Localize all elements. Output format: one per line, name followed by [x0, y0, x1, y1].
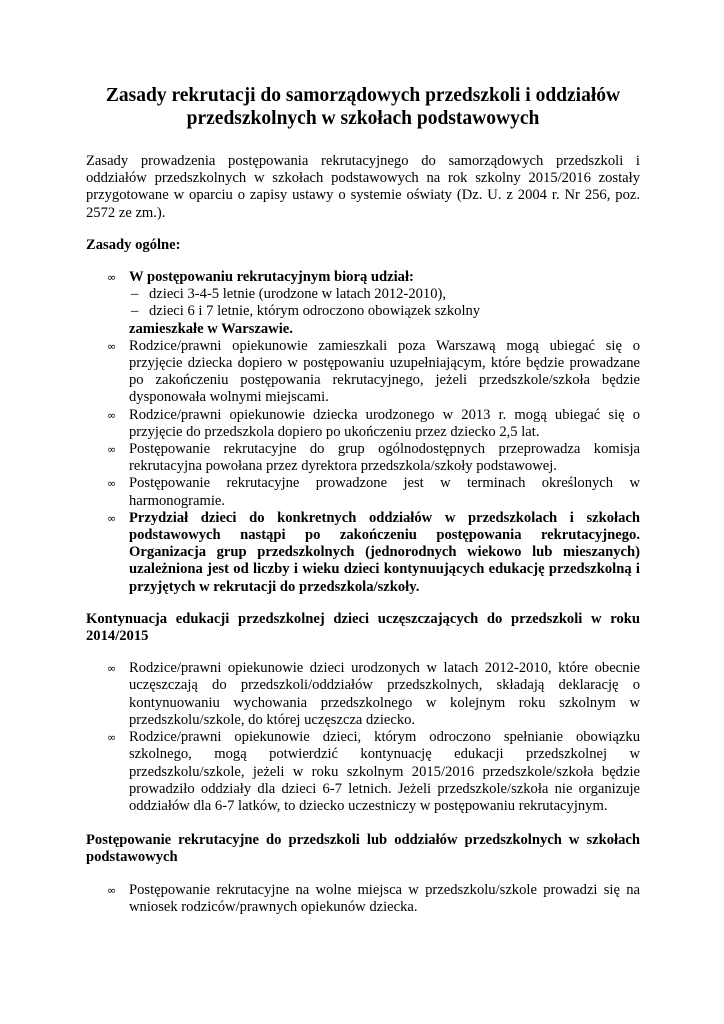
procedure-list — [86, 882, 640, 916]
list-item-text: Postępowanie rekrutacyjne na wolne miejsca w przedszkolu/szkole prowadzi się na wniosek rodziców/prawnych opiekunów dziecka. — [129, 881, 640, 915]
list-item — [86, 441, 640, 475]
infinity-bullet-icon: ∞ — [107, 731, 117, 745]
participation-tail: zamieszkałe w Warszawie. — [129, 320, 293, 337]
sub-item-text: dzieci 3-4-5 letnie (urodzone w latach 2012-2010), — [149, 286, 447, 303]
sub-list-item — [129, 303, 640, 320]
list-item-text: Postępowanie rekrutacyjne do grup ogólnodostępnych przeprowadza komisja rekrutacyjna powołana przez dyrektora przedszkola/szkoły podstawowej. — [129, 441, 640, 475]
participation-sublist — [129, 286, 640, 320]
continuation-heading: Kontynuacja edukacji przedszkolnej dzieci uczęszczających do przedszkoli w roku 2014/2015 — [86, 610, 640, 645]
infinity-bullet-icon: ∞ — [107, 271, 117, 285]
list-item — [86, 660, 640, 729]
list-item-text: Rodzice/prawni opiekunowie dzieci urodzonych w latach 2012-2010, które obecnie uczęszczają do przedszkoli/oddziałów przedszkolnych, składają deklarację o kontynuowaniu wychowania przedszkolnego w kolejnym roku szkolnym w przedszkolu/szkole, do której uczęszcza dziecko. — [129, 660, 640, 728]
list-item-text: Rodzice/prawni opiekunowie zamieszkali poza Warszawą mogą ubiegać się o przyjęcie dziecka dopiero w postępowaniu uzupełniającym, które będzie prowadzane po zakończeniu postępowania rekrutacyjnego, jeżeli przedszkole/szkoła będzie dysponowała wolnymi miejscami. — [129, 337, 640, 406]
infinity-bullet-icon: ∞ — [107, 662, 117, 676]
list-item-text: Rodzice/prawni opiekunowie dziecka urodzonego w 2013 r. mogą ubiegać się o przyjęcie do przedszkola dopiero po ukończeniu przez dziecko 2,5 lat. — [129, 406, 640, 440]
infinity-bullet-icon: ∞ — [107, 511, 117, 525]
list-item-text: Przydział dzieci do konkretnych oddziałów w przedszkolach i szkołach podstawowych nastąpi po zakończeniu postępowania rekrutacyjnego. Organizacja grup przedszkolnych (jednorodnych wiekowo lub mieszanych) uzależniona jest od liczby i wieku dzieci kontynuujących edukację przedszkolną i przyjętych w rekrutacji do przedszkola/szkoły. — [129, 509, 640, 595]
infinity-bullet-icon: ∞ — [107, 883, 117, 897]
list-item — [86, 729, 640, 815]
dash-bullet-icon: – — [131, 303, 139, 320]
list-item-text: Postępowanie rekrutacyjne prowadzone jest w terminach określonych w harmonogramie. — [129, 475, 640, 509]
general-rules-list — [86, 269, 640, 596]
sub-list-item — [129, 286, 640, 303]
list-item — [86, 407, 640, 441]
participation-lead: W postępowaniu rekrutacyjnym biorą udział: — [129, 269, 414, 286]
infinity-bullet-icon: ∞ — [107, 443, 117, 457]
continuation-list — [86, 660, 640, 815]
page-title — [86, 84, 640, 130]
list-item — [86, 510, 640, 596]
title-line-2: przedszkolnych w szkołach podstawowych — [186, 108, 540, 129]
list-item — [86, 269, 640, 338]
list-item — [86, 882, 640, 916]
infinity-bullet-icon: ∞ — [107, 477, 117, 491]
list-item-text: Rodzice/prawni opiekunowie dzieci, którym odroczono spełnianie obowiązku szkolnego, mogą potwierdzić kontynuację edukacji przedszkolnej w przedszkolu/szkole, jeżeli w roku szkolnym 2015/2016 przedszkole/szkoła będzie prowadziło oddziały dla dzieci 6-7 letnich. Jeżeli przedszkole/szkoła nie organizuje oddziałów dla 6-7 latków, to dziecko uczestniczy w postępowaniu rekrutacyjnym. — [129, 729, 640, 814]
title-line-1: Zasady rekrutacji do samorządowych przedszkoli i oddziałów — [105, 85, 621, 106]
document-page — [86, 84, 640, 916]
general-rules-heading: Zasady ogólne: — [86, 236, 181, 253]
list-item — [86, 475, 640, 509]
sub-item-text: dzieci 6 i 7 letnie, którym odroczono obowiązek szkolny — [149, 303, 481, 320]
infinity-bullet-icon: ∞ — [107, 339, 117, 353]
infinity-bullet-icon: ∞ — [107, 408, 117, 422]
intro-paragraph: Zasady prowadzenia postępowania rekrutacyjnego do samorządowych przedszkoli i oddziałów przedszkolnych w szkołach podstawowych na rok szkolny 2015/2016 zostały przygotowane w oparciu o zapisy ustawy o systemie oświaty (Dz. U. z 2004 r. Nr 256, poz. 2572 ze zm.). — [86, 153, 640, 221]
dash-bullet-icon: – — [131, 286, 139, 303]
list-item — [86, 338, 640, 407]
procedure-heading: Postępowanie rekrutacyjne do przedszkoli lub oddziałów przedszkolnych w szkołach podstawowych — [86, 832, 640, 866]
